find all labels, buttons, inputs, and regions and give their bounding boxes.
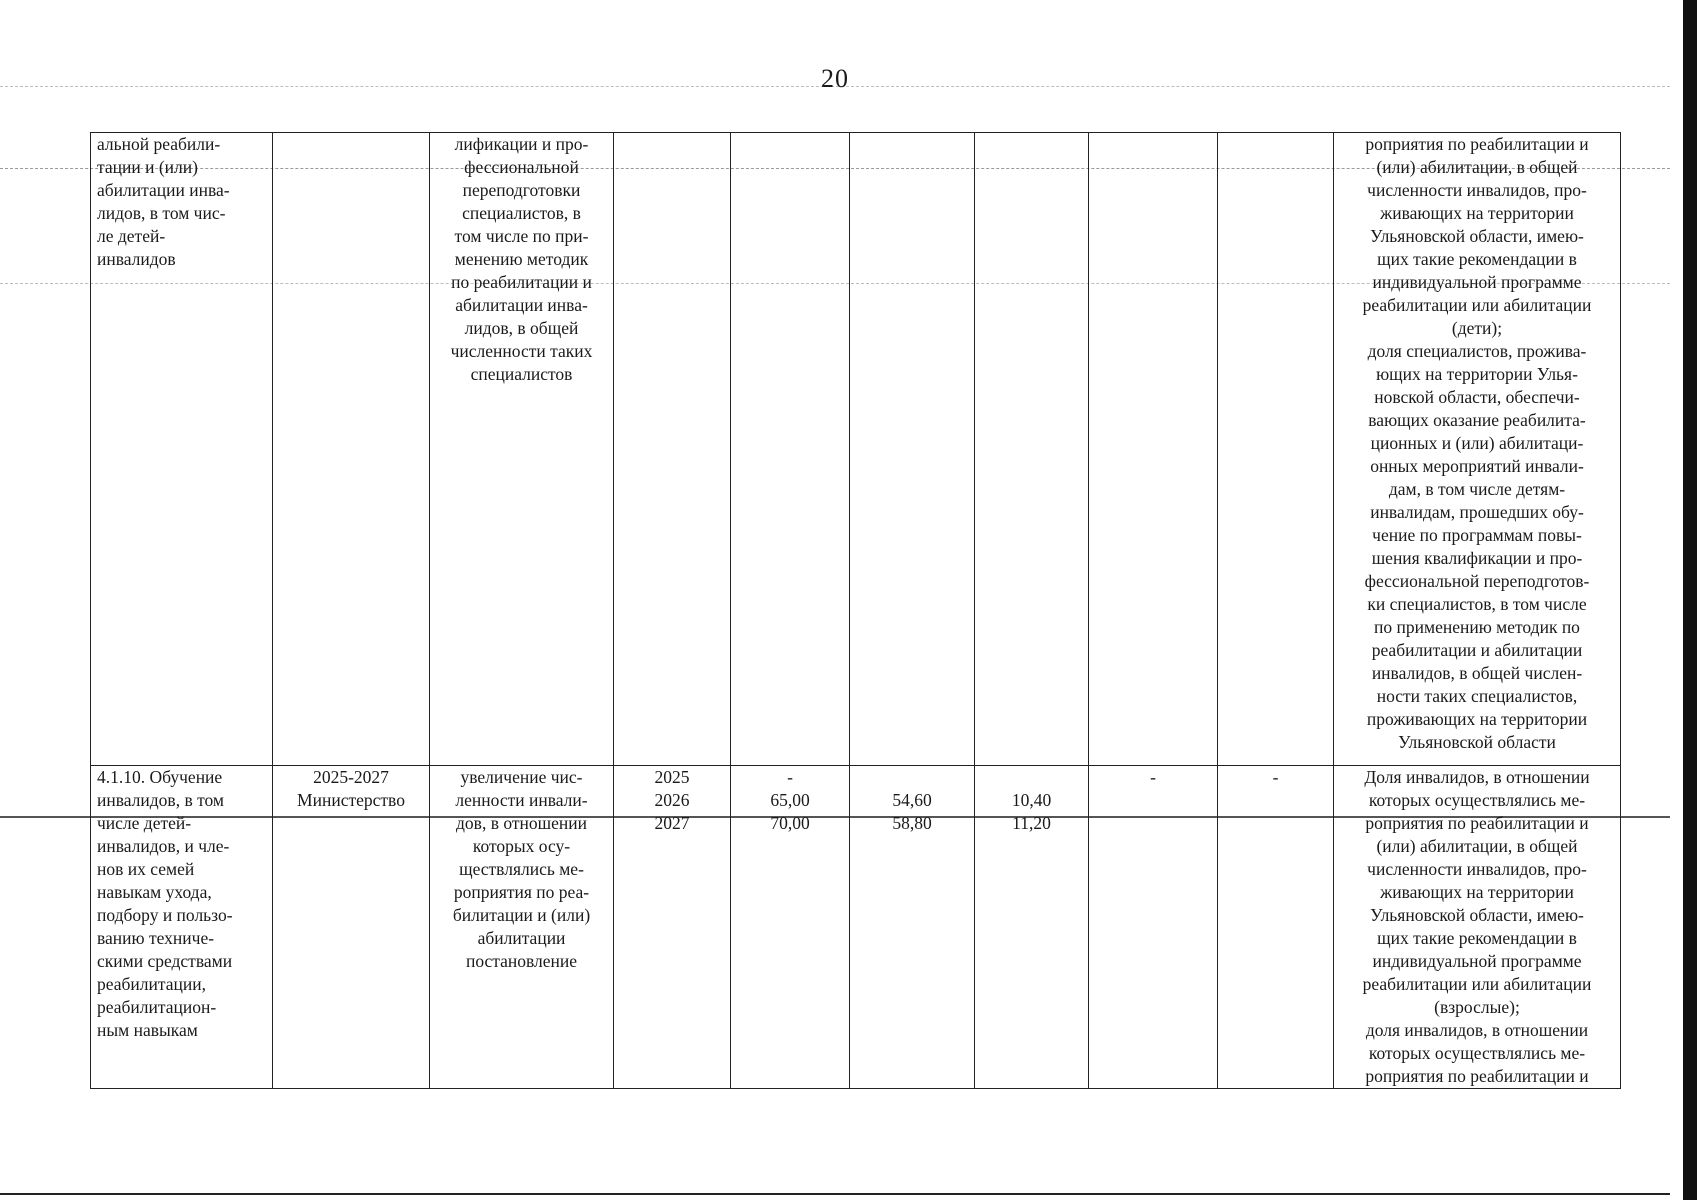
- cell-line: билитации и (или): [452, 905, 591, 925]
- funding-d-cell: [1218, 766, 1334, 1089]
- cell-line: фессиональной: [464, 157, 579, 177]
- funding-b-cell: [975, 766, 1089, 1089]
- cell-line: ным навыкам: [97, 1020, 198, 1040]
- scan-border: [0, 1193, 1670, 1195]
- cell-line: переподготовки: [462, 180, 581, 200]
- cell-line: доля специалистов, прожива-: [1367, 341, 1587, 361]
- page-number: 20: [821, 64, 849, 93]
- cell-line: ки специалистов, в том числе: [1367, 594, 1587, 614]
- cell-line: реабилитации,: [97, 974, 206, 994]
- cell-line: Доля инвалидов, в отношении: [1364, 767, 1590, 787]
- activity-cell: [91, 766, 273, 1089]
- cell-line: роприятия по реа-: [453, 882, 590, 902]
- table-row: [91, 133, 1621, 766]
- program-activities-table: [90, 132, 1621, 1089]
- funding-a-cell: [850, 133, 975, 766]
- cell-line: Ульяновской области, имею-: [1370, 905, 1584, 925]
- cell-line: доля инвалидов, в отношении: [1365, 1020, 1589, 1040]
- total-cell: [731, 766, 850, 1089]
- cell-line: скими средствами: [97, 951, 233, 971]
- funding-a-cell: [850, 766, 975, 1089]
- funding-b-cell: [975, 133, 1089, 766]
- cell-line: Ульяновской области: [1398, 732, 1556, 752]
- cell-line: инвалидов, в общей числен-: [1371, 663, 1583, 683]
- cell-line: проживающих на территории: [1366, 709, 1588, 729]
- cell-line: [981, 766, 1082, 789]
- cell-line: [856, 766, 968, 789]
- cell-line: ционных и (или) абилитаци-: [1370, 433, 1584, 453]
- total-cell: [731, 133, 850, 766]
- cell-line: реабилитацион-: [97, 997, 217, 1017]
- cell-line: абилитации инва-: [455, 295, 588, 315]
- cell-line: 4.1.10. Обучение: [97, 767, 223, 787]
- cell-line: 2025-2027: [313, 767, 389, 787]
- cell-line: онных мероприятий инвали-: [1370, 456, 1584, 476]
- cell-line: инвалидам, прошедших обу-: [1370, 502, 1584, 522]
- cell-line: -: [1272, 767, 1279, 787]
- cell-line: нов их семей: [97, 859, 195, 879]
- cell-line: которых осуществлялись ме-: [1368, 790, 1586, 810]
- period-executor-cell: [273, 766, 430, 1089]
- cell-line: числе детей-: [97, 813, 192, 833]
- cell-line: альной реабили-: [97, 134, 221, 154]
- cell-line: индивидуальной программе: [1372, 272, 1582, 292]
- cell-line: 65,00: [770, 790, 810, 810]
- cell-line: навыкам ухода,: [97, 882, 212, 902]
- cell-line: дам, в том числе детям-: [1388, 479, 1566, 499]
- year-cell: [614, 766, 731, 1089]
- cell-line: Ульяновской области, имею-: [1370, 226, 1584, 246]
- cell-line: 2026: [654, 790, 690, 810]
- cell-line: щих такие рекомендации в: [1377, 249, 1577, 269]
- cell-line: роприятия по реабилитации и: [1365, 813, 1589, 833]
- cell-line: абилитации: [477, 928, 566, 948]
- cell-line: ществлялись ме-: [459, 859, 584, 879]
- funding-c-cell: [1089, 133, 1218, 766]
- cell-line: ванию техниче-: [97, 928, 215, 948]
- cell-line: абилитации инва-: [97, 180, 230, 200]
- cell-line: менению методик: [454, 249, 589, 269]
- cell-line: инвалидов, и чле-: [97, 836, 230, 856]
- cell-line: реабилитации или абилитации: [1362, 974, 1592, 994]
- table-row: [91, 766, 1621, 1089]
- cell-line: (или) абилитации, в общей: [1376, 157, 1578, 177]
- target-indicator-cell: [1334, 133, 1621, 766]
- funding-d-cell: [1218, 133, 1334, 766]
- cell-line: Министерство: [297, 790, 405, 810]
- cell-line: чение по программам повы-: [1372, 525, 1582, 545]
- cell-line: фессиональной переподготов-: [1364, 571, 1590, 591]
- cell-line: реабилитации и абилитации: [1371, 640, 1583, 660]
- cell-line: 70,00: [770, 813, 810, 833]
- cell-line: 2025: [654, 767, 690, 787]
- cell-line: щих такие рекомендации в: [1377, 928, 1577, 948]
- cell-line: том числе по при-: [454, 226, 589, 246]
- indicator-cell: [430, 766, 614, 1089]
- cell-line: увеличение чис-: [460, 767, 583, 787]
- scan-border: [1683, 0, 1697, 1200]
- cell-line: (взрослые);: [1434, 997, 1520, 1017]
- cell-line: которых осу-: [472, 836, 571, 856]
- cell-line: (дети);: [1451, 318, 1503, 338]
- cell-line: инвалидов: [97, 249, 176, 269]
- cell-line: 11,20: [1012, 813, 1051, 833]
- cell-line: индивидуальной программе: [1372, 951, 1582, 971]
- cell-line: специалистов: [470, 364, 573, 384]
- cell-line: ющих на территории Улья-: [1376, 364, 1578, 384]
- activity-cell: [91, 133, 273, 766]
- cell-line: ле детей-: [97, 226, 166, 246]
- cell-line: -: [787, 767, 793, 787]
- cell-line: 54,60: [892, 790, 932, 810]
- cell-line: лидов, в общей: [464, 318, 579, 338]
- cell-line: по реабилитации и: [451, 272, 592, 292]
- cell-line: 2027: [654, 813, 690, 833]
- year-cell: [614, 133, 731, 766]
- period-executor-cell: [273, 133, 430, 766]
- cell-line: вающих оказание реабилита-: [1368, 410, 1586, 430]
- cell-line: постановление: [465, 951, 578, 971]
- cell-line: подбору и пользо-: [97, 905, 233, 925]
- cell-line: которых осуществлялись ме-: [1368, 1043, 1586, 1063]
- cell-line: (или) абилитации, в общей: [1376, 836, 1578, 856]
- cell-line: 58,80: [892, 813, 932, 833]
- cell-line: -: [1150, 767, 1156, 787]
- cell-line: численности таких: [450, 341, 593, 361]
- cell-line: шения квалификации и про-: [1371, 548, 1583, 568]
- indicator-cell: [430, 133, 614, 766]
- cell-line: по применению методик по: [1374, 617, 1580, 637]
- cell-line: ности таких специалистов,: [1376, 686, 1578, 706]
- cell-line: 10,40: [1011, 790, 1052, 810]
- cell-line: ленности инвали-: [455, 790, 588, 810]
- cell-line: живающих на территории: [1380, 203, 1574, 223]
- cell-line: тации и (или): [97, 157, 198, 177]
- cell-line: численности инвалидов, про-: [1367, 859, 1587, 879]
- cell-line: лификации и про-: [454, 134, 589, 154]
- cell-line: реабилитации или абилитации: [1362, 295, 1592, 315]
- cell-line: дов, в отношении: [456, 813, 587, 833]
- cell-line: новской области, обеспечи-: [1374, 387, 1580, 407]
- target-indicator-cell: [1334, 766, 1621, 1089]
- cell-line: специалистов, в: [462, 203, 581, 223]
- cell-line: роприятия по реабилитации и: [1365, 1066, 1589, 1086]
- funding-c-cell: [1089, 766, 1218, 1089]
- cell-line: численности инвалидов, про-: [1367, 180, 1587, 200]
- cell-line: роприятия по реабилитации и: [1365, 134, 1589, 154]
- cell-line: инвалидов, в том: [97, 790, 224, 810]
- cell-line: живающих на территории: [1380, 882, 1574, 902]
- cell-line: лидов, в том чис-: [97, 203, 226, 223]
